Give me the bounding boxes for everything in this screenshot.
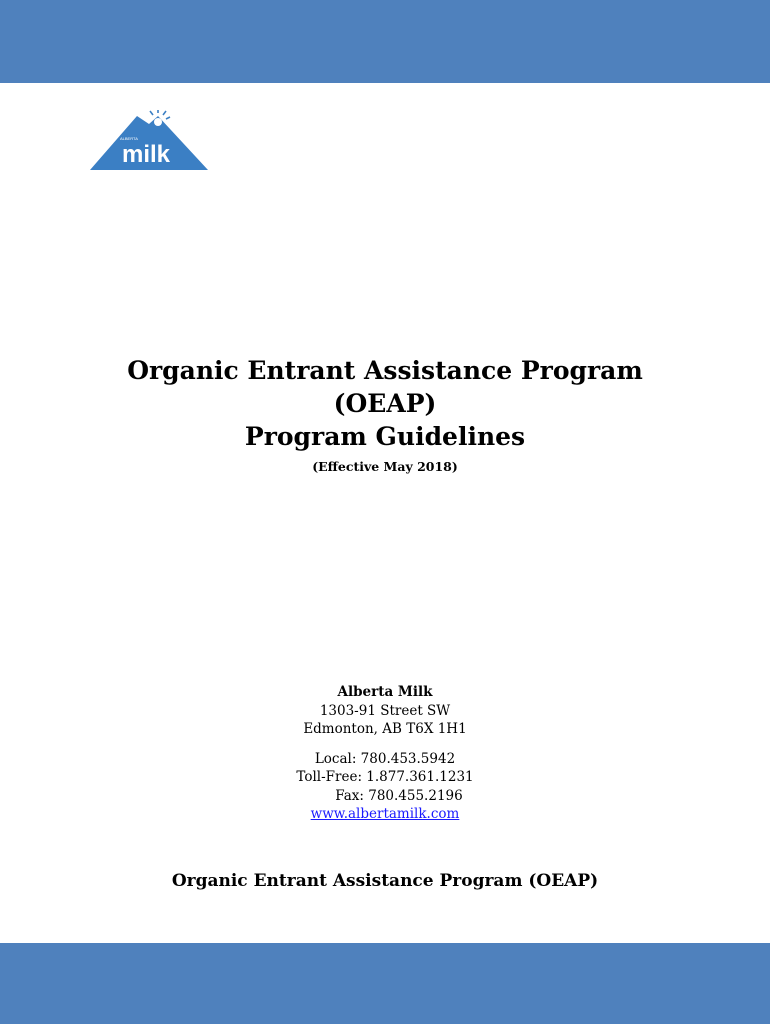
- document-acronym: (OEAP): [333, 389, 437, 418]
- header-band: [0, 0, 770, 83]
- contact-fax: Fax: 780.455.2196: [335, 787, 463, 804]
- contact-toll-free: Toll-Free: 1.877.361.1231: [296, 769, 474, 785]
- website-link[interactable]: www.albertamilk.com: [310, 806, 460, 822]
- logo-wordmark: milk: [122, 141, 171, 168]
- document-title: Organic Entrant Assistance Program: [127, 356, 643, 385]
- contact-local-phone: Local: 780.453.5942: [314, 750, 456, 767]
- title-block: [0, 354, 770, 474]
- alberta-milk-logo: [90, 110, 208, 172]
- sun-icon: [150, 110, 170, 119]
- document-subtitle: Program Guidelines: [244, 422, 526, 451]
- contact-city: Edmonton, AB T6X 1H1: [303, 721, 467, 737]
- footer-band: [0, 943, 770, 1024]
- footer-title: Organic Entrant Assistance Program (OEAP): [171, 871, 599, 891]
- logo-small-text: ALBERTA: [120, 136, 138, 141]
- contact-street: 1303-91 Street SW: [319, 702, 451, 719]
- contact-block: [0, 683, 770, 824]
- effective-date: (Effective May 2018): [312, 459, 458, 474]
- contact-org: Alberta Milk: [337, 684, 433, 700]
